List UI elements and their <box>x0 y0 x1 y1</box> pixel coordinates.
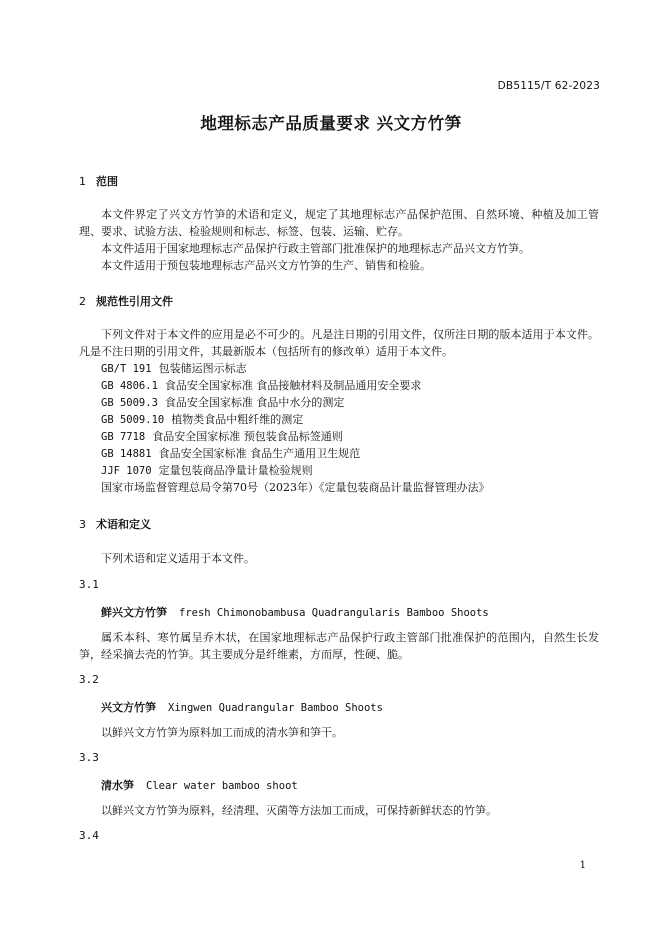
term-zh: 鲜兴文方竹笋 <box>101 606 167 619</box>
term-zh: 兴文方竹笋 <box>101 701 156 714</box>
page-title: 地理标志产品质量要求 兴文方竹笋 <box>200 114 462 133</box>
term-definition: 以鲜兴文方竹笋为原料，经清理、灭菌等方法加工而成，可保持新鲜状态的竹笋。 <box>101 804 497 817</box>
term-definition: 以鲜兴文方竹笋为原料加工而成的清水笋和笋干。 <box>101 726 343 739</box>
reference-code: JJF 1070 <box>101 465 152 477</box>
reference-item <box>101 462 313 480</box>
scope-paragraph: 本文件适用于预包装地理标志产品兴文方竹笋的生产、销售和检验。 <box>101 259 431 272</box>
term-definition: 属禾本科、寒竹属呈乔木状，在国家地理标志产品保护行政主管部门批准保护的范围内，自然生长发笋，经采摘去壳的竹笋。其主要成分是纤维素，方而厚，性硬、脆。 <box>79 631 599 661</box>
reference-item <box>101 445 360 463</box>
term-en: fresh Chimonobambusa Quadrangularis Bamboo Shoots <box>179 607 489 619</box>
term-en: Xingwen Quadrangular Bamboo Shoots <box>168 702 383 714</box>
section-title: 术语和定义 <box>96 518 151 531</box>
section-heading-scope <box>79 173 118 189</box>
section-title: 规范性引用文件 <box>96 295 173 308</box>
term-en: Clear water bamboo shoot <box>146 780 298 792</box>
term-entry <box>101 604 489 620</box>
scope-paragraph: 本文件界定了兴文方竹笋的术语和定义，规定了其地理标志产品保护范围、自然环境、种植及加工管理、要求、试验方法、检验规则和标志、标签、包装、运输、贮存。 <box>79 208 599 238</box>
page-number: 1 <box>579 860 586 871</box>
section-title: 范围 <box>96 175 118 188</box>
term-entry <box>101 699 383 715</box>
clause-number: 3.4 <box>79 829 99 842</box>
reference-item-regulation: 国家市场监督管理总局令第70号（2023年）《定量包装商品计量监督管理办法》 <box>101 481 490 494</box>
reference-code: GB 5009.3 <box>101 397 158 409</box>
section-number: 3 <box>79 518 86 531</box>
reference-item <box>101 428 343 446</box>
reference-code: GB 14881 <box>101 448 152 460</box>
section-heading-terms <box>79 516 151 532</box>
reference-title: 植物类食品中粗纤维的测定 <box>171 413 304 426</box>
term-zh: 清水笋 <box>101 779 134 792</box>
document-code: DB5115/T 62-2023 <box>497 80 600 92</box>
terms-intro: 下列术语和定义适用于本文件。 <box>101 552 255 565</box>
reference-item <box>101 377 421 395</box>
clause-number: 3.1 <box>79 578 99 591</box>
reference-item <box>101 360 247 378</box>
reference-code: GB 5009.10 <box>101 414 165 426</box>
reference-title: 定量包装商品净量计量检验规则 <box>158 464 313 477</box>
section-heading-normative-references <box>79 293 173 309</box>
reference-title: 食品安全国家标准 食品生产通用卫生规范 <box>158 447 361 460</box>
references-intro: 下列文件对于本文件的应用是必不可少的。凡是注日期的引用文件，仅所注日期的版本适用于本文件。凡是不注日期的引用文件，其最新版本（包括所有的修改单）适用于本文件。 <box>79 328 599 358</box>
scope-paragraph: 本文件适用于国家地理标志产品保护行政主管部门批准保护的地理标志产品兴文方竹笋。 <box>101 242 530 255</box>
section-number: 1 <box>79 175 86 188</box>
reference-code: GB 7718 <box>101 431 146 443</box>
reference-title: 食品安全国家标准 食品接触材料及制品通用安全要求 <box>164 379 422 392</box>
reference-title: 包装储运图示标志 <box>158 362 247 375</box>
reference-title: 食品安全国家标准 预包装食品标签通则 <box>152 430 343 443</box>
term-entry <box>101 777 298 793</box>
reference-code: GB/T 191 <box>101 363 152 375</box>
section-number: 2 <box>79 295 86 308</box>
reference-code: GB 4806.1 <box>101 380 158 392</box>
clause-number: 3.3 <box>79 751 99 764</box>
reference-item <box>101 394 344 412</box>
reference-title: 食品安全国家标准 食品中水分的测定 <box>164 396 345 409</box>
reference-item <box>101 411 303 429</box>
clause-number: 3.2 <box>79 673 99 686</box>
